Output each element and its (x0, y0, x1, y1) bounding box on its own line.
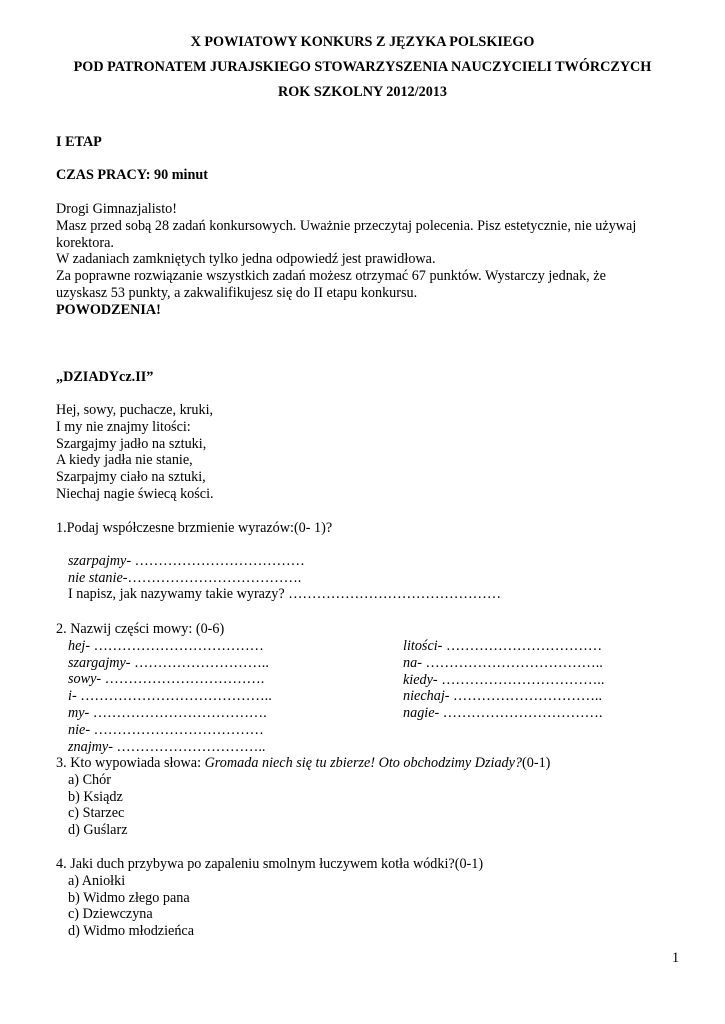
q2-item[interactable]: nagie- ……………………………. (403, 705, 603, 722)
q2-item[interactable]: litości- …………………………… (403, 638, 603, 654)
q2-item[interactable]: sowy- ……………………………. (68, 671, 265, 688)
header-line-1: X POWIATOWY KONKURS Z JĘZYKA POLSKIEGO (190, 34, 535, 50)
q1-answer-blank[interactable]: ……………………………… (131, 552, 305, 569)
q2-item[interactable]: hej- ……………………………… (68, 637, 264, 654)
q2-prompt: 2. Nazwij części mowy: (0-6) (56, 621, 225, 637)
q1-prompt: 1.Podaj współczesne brzmienie wyrazów:(0- 1)? (56, 520, 333, 536)
intro-line: korektora. (56, 234, 114, 251)
q2-item[interactable]: znajmy- ………………………….. (68, 738, 266, 755)
q2-item[interactable]: i- ………………………………….. (68, 688, 272, 705)
intro-line: Za poprawne rozwiązanie wszystkich zadań możesz otrzymać 67 punktów. Wystarczy jednak, że (56, 268, 606, 285)
intro-good-luck: POWODZENIA! (56, 301, 161, 318)
poem-line: A kiedy jadła nie stanie, (56, 452, 193, 469)
q3-option[interactable]: c) Starzec (68, 805, 125, 822)
poem-line: Szargajmy jadło na sztuki, (56, 435, 207, 452)
question-3 (56, 755, 671, 839)
q2-item[interactable]: my- ………………………………. (68, 704, 267, 721)
poem-line: Niechaj nagie świecą kości. (56, 485, 214, 502)
stage-label: I ETAP (56, 134, 102, 150)
q2-item[interactable]: szargajmy- ……………………….. (68, 654, 269, 671)
intro-greeting: Drogi Gimnazjalisto! (56, 201, 177, 217)
intro-line: W zadaniach zamkniętych tylko jedna odpowiedź jest prawidłowa. (56, 251, 436, 268)
q3-prompt: 3. Kto wypowiada słowa: Gromada niech się tu zbierze! Oto obchodzimy Dziady?(0-1) (56, 755, 551, 771)
q4-option[interactable]: d) Widmo młodzieńca (68, 923, 195, 940)
intro (56, 201, 671, 319)
q1-item-b: nie stanie-………………………………. (68, 569, 302, 586)
q3-option[interactable]: a) Chór (68, 771, 111, 788)
q2-item[interactable]: nie- ……………………………… (68, 721, 264, 738)
q2-item[interactable]: na- ……………………………….. (403, 654, 603, 671)
q2-right-column (403, 638, 604, 722)
intro-line: Masz przed sobą 28 zadań konkursowych. Uważnie przeczytaj polecenia. Pisz estetycznie, nie używaj (56, 217, 637, 234)
page-number: 1 (672, 950, 680, 966)
q4-option[interactable]: a) Aniołki (68, 872, 126, 889)
q4-option[interactable]: b) Widmo złego pana (68, 889, 190, 906)
q1-item-c[interactable]: I napisz, jak nazywamy takie wyrazy? ……………………………………… (68, 586, 502, 603)
q1-item-a: szarpajmy- ……………………………… (68, 552, 305, 569)
header-line-2: POD PATRONATEM JURAJSKIEGO STOWARZYSZENIA NAUCZYCIELI TWÓRCZYCH (73, 59, 652, 75)
poem-line: I my nie znajmy litości: (56, 418, 191, 435)
question-1 (56, 520, 671, 603)
intro-line: uzyskasz 53 punkty, a zakwalifikujesz się do II etapu konkursu. (56, 284, 418, 301)
q2-item[interactable]: niechaj- ………………………….. (403, 688, 602, 705)
q2-item[interactable]: kiedy- …………………………….. (403, 671, 605, 688)
poem-line: Hej, sowy, puchacze, kruki, (56, 402, 214, 418)
poem-line: Szarpajmy ciało na sztuki, (56, 469, 206, 486)
header-line-3: ROK SZKOLNY 2012/2013 (278, 84, 447, 100)
q1-answer-blank[interactable]: ………………………………. (127, 569, 302, 586)
poem-title: „DZIADYcz.II” (56, 369, 154, 385)
poem (56, 402, 671, 503)
question-4 (56, 856, 671, 940)
q4-option[interactable]: c) Dziewczyna (68, 906, 153, 923)
q3-option[interactable]: b) Ksiądz (68, 788, 123, 805)
q4-prompt: 4. Jaki duch przybywa po zapaleniu smolnym łuczywem kotła wódki?(0-1) (56, 856, 484, 872)
q3-option[interactable]: d) Guślarz (68, 822, 128, 839)
time-label: CZAS PRACY: 90 minut (56, 167, 209, 183)
